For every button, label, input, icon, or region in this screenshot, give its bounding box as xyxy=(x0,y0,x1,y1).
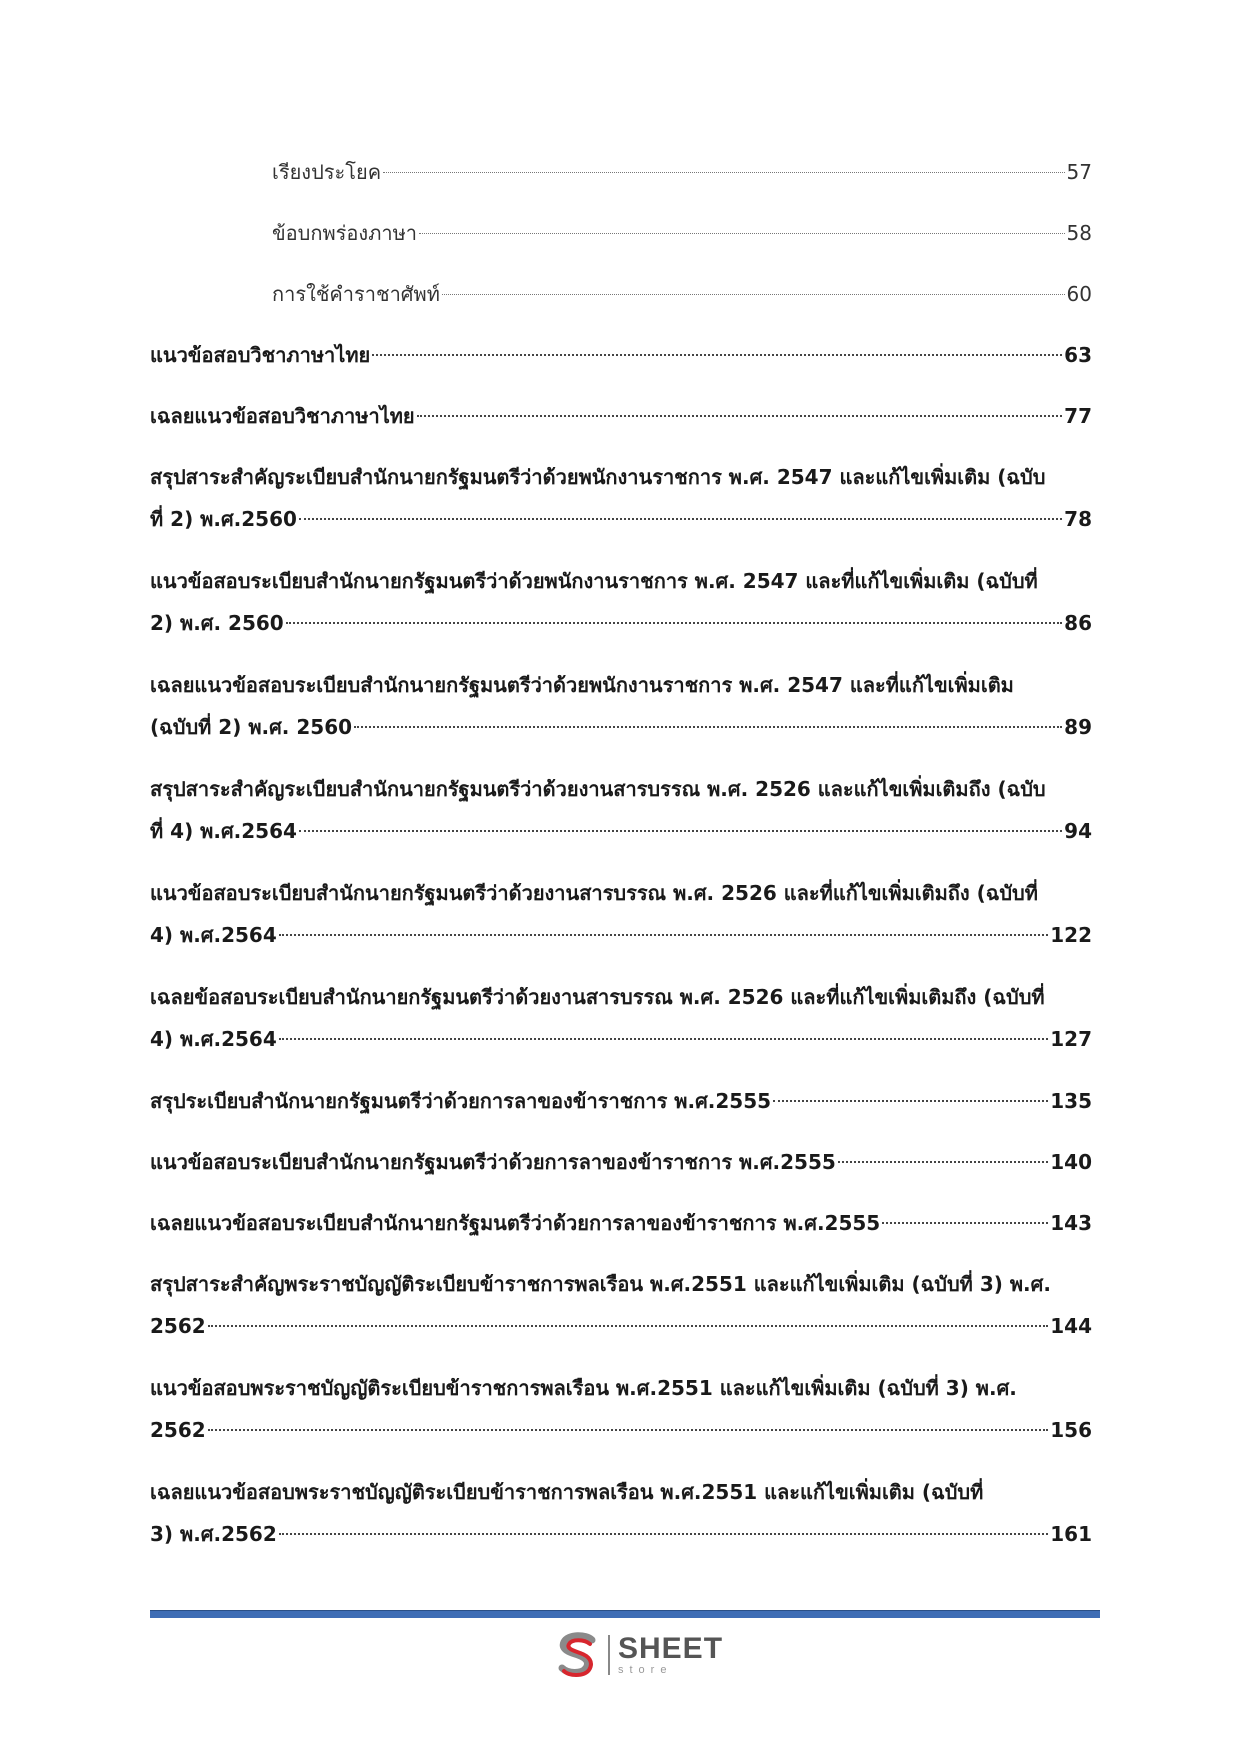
toc-entry-title-line: สรุปสาระสำคัญพระราชบัญญัติระเบียบข้าราชการพลเรือน พ.ศ.2551 และแก้ไขเพิ่มเติม (ฉบับที่ 3) พ.ศ. xyxy=(150,1272,1051,1296)
sheet-store-logo xyxy=(556,1630,723,1680)
toc-entry[interactable] xyxy=(150,871,1092,975)
logo-sheet-text: SHEET xyxy=(618,1632,724,1665)
toc-entry-title: สรุประเบียบสำนักนายกรัฐมนตรีว่าด้วยการลาของข้าราชการ พ.ศ.2555 xyxy=(150,1089,772,1113)
toc-entry[interactable] xyxy=(150,1079,1092,1140)
dot-leader xyxy=(286,622,1062,624)
toc-entry[interactable] xyxy=(150,663,1092,767)
dot-leader xyxy=(208,1429,1049,1431)
toc-entry-title: 3) พ.ศ.2562 xyxy=(150,1522,277,1546)
toc-entry-title-line: สรุปสาระสำคัญระเบียบสำนักนายกรัฐมนตรีว่าด้วยพนักงานราชการ พ.ศ. 2547 และแก้ไขเพิ่มเติม (ฉบับ xyxy=(150,465,1046,489)
toc-page-number: 140 xyxy=(1050,1150,1092,1174)
toc-page-number: 89 xyxy=(1064,715,1092,739)
dot-leader xyxy=(442,294,1065,295)
toc-entry-title: แนวข้อสอบระเบียบสำนักนายกรัฐมนตรีว่าด้วยการลาของข้าราชการ พ.ศ.2555 xyxy=(150,1150,836,1174)
toc-entry-title: เฉลยแนวข้อสอบระเบียบสำนักนายกรัฐมนตรีว่าด้วยการลาของข้าราชการ พ.ศ.2555 xyxy=(150,1211,881,1235)
toc-entry-title-line: แนวข้อสอบพระราชบัญญัติระเบียบข้าราชการพลเรือน พ.ศ.2551 และแก้ไขเพิ่มเติม (ฉบับที่ 3) พ.ศ. xyxy=(150,1376,1017,1400)
toc-page-number: 86 xyxy=(1064,611,1092,635)
dot-leader xyxy=(208,1325,1049,1327)
toc-entry-title: (ฉบับที่ 2) พ.ศ. 2560 xyxy=(150,715,353,739)
toc-page-number: 135 xyxy=(1050,1089,1092,1113)
toc-page-number: 57 xyxy=(1066,160,1092,184)
toc-entry-title: เฉลยแนวข้อสอบวิชาภาษาไทย xyxy=(150,404,415,428)
toc-entry-title: แนวข้อสอบวิชาภาษาไทย xyxy=(150,343,371,367)
dot-leader xyxy=(882,1222,1048,1224)
dot-leader xyxy=(838,1161,1048,1163)
table-of-contents xyxy=(150,150,1092,1574)
dot-leader xyxy=(354,726,1062,728)
toc-entry[interactable] xyxy=(150,1201,1092,1262)
toc-entry-title: 2562 xyxy=(150,1418,206,1442)
toc-page-number: 127 xyxy=(1050,1027,1092,1051)
footer-rule xyxy=(150,1610,1100,1618)
toc-entry[interactable] xyxy=(150,767,1092,871)
toc-page-number: 144 xyxy=(1050,1314,1092,1338)
toc-entry-title: 2) พ.ศ. 2560 xyxy=(150,611,284,635)
toc-entry-title: การใช้คำราชาศัพท์ xyxy=(272,282,440,306)
toc-page-number: 143 xyxy=(1050,1211,1092,1235)
toc-entry[interactable] xyxy=(150,272,1092,333)
toc-page-number: 161 xyxy=(1050,1522,1092,1546)
toc-page-number: 63 xyxy=(1064,343,1092,367)
toc-entry-title: 4) พ.ศ.2564 xyxy=(150,923,277,947)
toc-entry-title-line: แนวข้อสอบระเบียบสำนักนายกรัฐมนตรีว่าด้วยงานสารบรรณ พ.ศ. 2526 และที่แก้ไขเพิ่มเติมถึง (ฉบับที่ xyxy=(150,881,1038,905)
dot-leader xyxy=(419,233,1065,234)
toc-entry-title-line: แนวข้อสอบระเบียบสำนักนายกรัฐมนตรีว่าด้วยพนักงานราชการ พ.ศ. 2547 และที่แก้ไขเพิ่มเติม (ฉบับที่ xyxy=(150,569,1038,593)
toc-entry[interactable] xyxy=(150,1262,1092,1366)
toc-entry-title: ข้อบกพร่องภาษา xyxy=(272,221,418,245)
toc-page-number: 60 xyxy=(1066,282,1092,306)
toc-page-number: 156 xyxy=(1050,1418,1092,1442)
toc-entry[interactable] xyxy=(150,1140,1092,1201)
toc-entry[interactable] xyxy=(150,559,1092,663)
toc-entry-title: เรียงประโยค xyxy=(272,160,382,184)
logo-store-text: store xyxy=(618,1664,673,1676)
toc-entry-title-line: เฉลยแนวข้อสอบระเบียบสำนักนายกรัฐมนตรีว่าด้วยพนักงานราชการ พ.ศ. 2547 และที่แก้ไขเพิ่มเติม xyxy=(150,673,1014,697)
toc-entry[interactable] xyxy=(150,1366,1092,1470)
dot-leader xyxy=(417,415,1063,417)
toc-entry-title: 2562 xyxy=(150,1314,206,1338)
dot-leader xyxy=(372,354,1062,356)
toc-page-number: 94 xyxy=(1064,819,1092,843)
sheet-store-logo-icon xyxy=(556,1632,600,1678)
dot-leader xyxy=(279,1533,1048,1535)
toc-entry[interactable] xyxy=(150,333,1092,394)
toc-entry-title-line: เฉลยข้อสอบระเบียบสำนักนายกรัฐมนตรีว่าด้วยงานสารบรรณ พ.ศ. 2526 และที่แก้ไขเพิ่มเติมถึง (ฉบับที่ xyxy=(150,985,1045,1009)
toc-entry-title: ที่ 4) พ.ศ.2564 xyxy=(150,819,297,843)
toc-entry-title-line: เฉลยแนวข้อสอบพระราชบัญญัติระเบียบข้าราชการพลเรือน พ.ศ.2551 และแก้ไขเพิ่มเติม (ฉบับที่ xyxy=(150,1480,984,1504)
dot-leader xyxy=(299,830,1062,832)
dot-leader xyxy=(299,518,1062,520)
logo-divider xyxy=(608,1635,610,1675)
toc-page-number: 122 xyxy=(1050,923,1092,947)
toc-entry[interactable] xyxy=(150,975,1092,1079)
toc-entry[interactable] xyxy=(150,394,1092,455)
logo-text xyxy=(618,1634,723,1676)
dot-leader xyxy=(383,172,1064,173)
dot-leader xyxy=(773,1100,1048,1102)
toc-entry[interactable] xyxy=(150,150,1092,211)
toc-entry[interactable] xyxy=(150,211,1092,272)
toc-page-number: 58 xyxy=(1066,221,1092,245)
toc-entry-title: ที่ 2) พ.ศ.2560 xyxy=(150,507,297,531)
toc-entry-title-line: สรุปสาระสำคัญระเบียบสำนักนายกรัฐมนตรีว่าด้วยงานสารบรรณ พ.ศ. 2526 และแก้ไขเพิ่มเติมถึง (ฉบับ xyxy=(150,777,1046,801)
toc-entry[interactable] xyxy=(150,455,1092,559)
toc-page-number: 78 xyxy=(1064,507,1092,531)
toc-page-number: 77 xyxy=(1064,404,1092,428)
dot-leader xyxy=(279,934,1048,936)
dot-leader xyxy=(279,1038,1048,1040)
toc-entry-title: 4) พ.ศ.2564 xyxy=(150,1027,277,1051)
toc-entry[interactable] xyxy=(150,1470,1092,1574)
